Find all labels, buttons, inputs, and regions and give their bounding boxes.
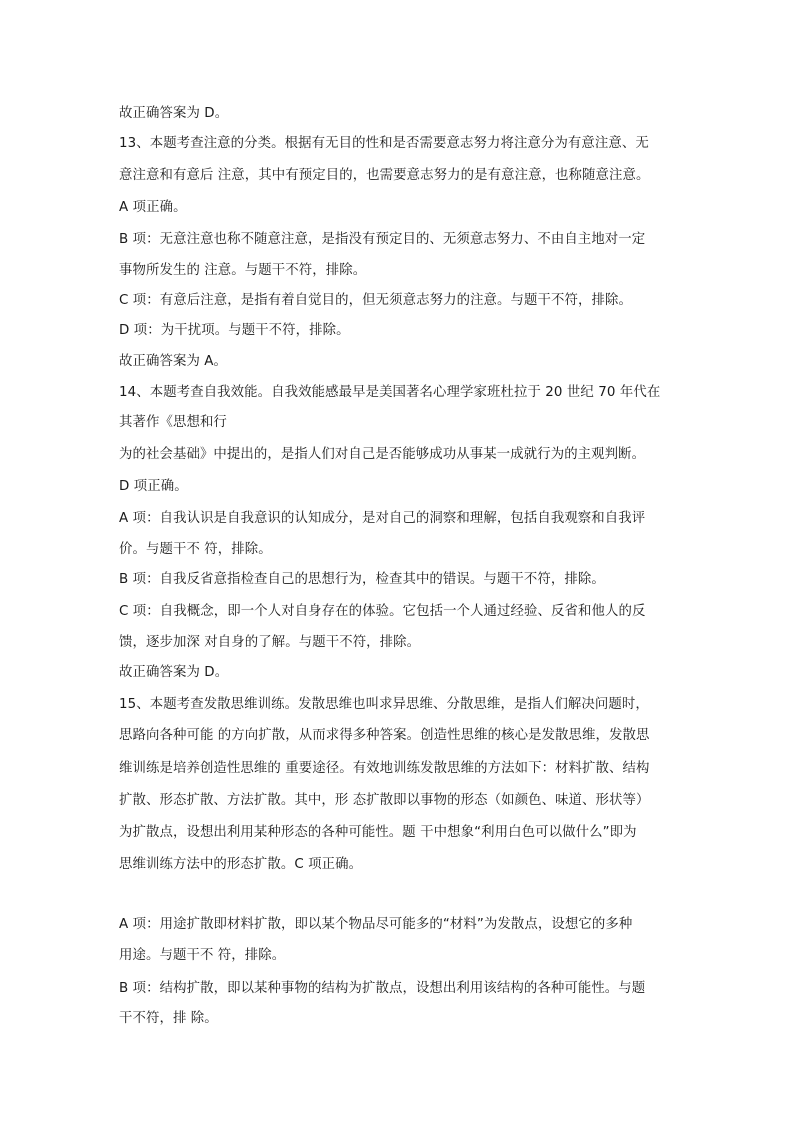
q13-option-d: D 项：为干扰项。与题干不符，排除。: [119, 323, 350, 338]
answer-line-12: 故正确答案为 D。: [119, 106, 229, 121]
q14-option-d: D 项正确。: [119, 479, 188, 494]
q14-explanation-line-1: 14、本题考查自我效能。自我效能感最早是美国著名心理学家班杜拉于 20 世纪 70 年代在: [119, 385, 661, 400]
q13-option-c: C 项：有意后注意，是指有着自觉目的，但无须意志努力的注意。与题干不符，排除。: [119, 293, 632, 308]
q14-option-a-line-1: A 项：自我认识是自我意识的认知成分，是对自己的洞察和理解，包括自我观察和自我评: [119, 511, 646, 526]
q13-option-b-line-1: B 项：无意注意也称不随意注意，是指没有预定目的、无须意志努力、不由自主地对一定: [119, 232, 646, 247]
q15-option-a-line-2: 用途。与题干不 符，排除。: [119, 948, 286, 963]
q14-option-c-line-1: C 项：自我概念，即一个人对自身存在的体验。它包括一个人通过经验、反省和他人的反: [119, 604, 646, 619]
q14-explanation-line-3: 为的社会基础》中提出的，是指人们对自己是否能够成功从事某一成就行为的主观判断。: [119, 447, 646, 462]
q15-option-b-line-2: 干不符，排 除。: [119, 1011, 218, 1026]
q14-option-a-line-2: 价。与题干不 符，排除。: [119, 542, 272, 557]
answer-line-13: 故正确答案为 A。: [119, 354, 228, 369]
q14-option-c-line-2: 馈，逐步加深 对自身的了解。与题干不符，排除。: [119, 635, 421, 650]
q15-option-a-line-1: A 项：用途扩散即材料扩散，即以某个物品尽可能多的“材料”为发散点，设想它的多种: [119, 917, 633, 932]
q15-option-b-line-1: B 项：结构扩散，即以某种事物的结构为扩散点，设想出利用该结构的各种可能性。与题: [119, 981, 646, 996]
q13-option-a: A 项正确。: [119, 200, 187, 215]
q14-option-b: B 项：自我反省意指检查自己的思想行为，检查其中的错误。与题干不符，排除。: [119, 572, 605, 587]
q13-explanation-line-1: 13、本题考查注意的分类。根据有无目的性和是否需要意志努力将注意分为有意注意、无: [119, 136, 649, 151]
q15-explanation-line-1: 15、本题考查发散思维训练。发散思维也叫求异思维、分散思维，是指人们解决问题时，: [119, 697, 649, 712]
q13-explanation-line-2: 意注意和有意后 注意，其中有预定目的，也需要意志努力的是有意注意，也称随意注意。: [119, 168, 650, 183]
answer-line-14: 故正确答案为 D。: [119, 665, 229, 680]
q15-explanation-line-6: 思维训练方法中的形态扩散。C 项正确。: [119, 857, 363, 872]
q15-explanation-line-2: 思路向各种可能 的方向扩散，从而求得多种答案。创造性思维的核心是发散思维，发散思: [119, 728, 650, 743]
q14-explanation-line-2: 其著作《思想和行: [119, 415, 227, 430]
q15-explanation-line-5: 为扩散点，设想出利用某种形态的各种可能性。题 干中想象“利用白色可以做什么”即为: [119, 825, 637, 840]
q15-explanation-line-3: 维训练是培养创造性思维的 重要途径。有效地训练发散思维的方法如下：材料扩散、结构: [119, 761, 650, 776]
q15-explanation-line-4: 扩散、形态扩散、方法扩散。其中，形 态扩散即以事物的形态（如颜色、味道、形状等）: [119, 793, 650, 808]
q13-option-b-line-2: 事物所发生的 注意。与题干不符，排除。: [119, 263, 367, 278]
